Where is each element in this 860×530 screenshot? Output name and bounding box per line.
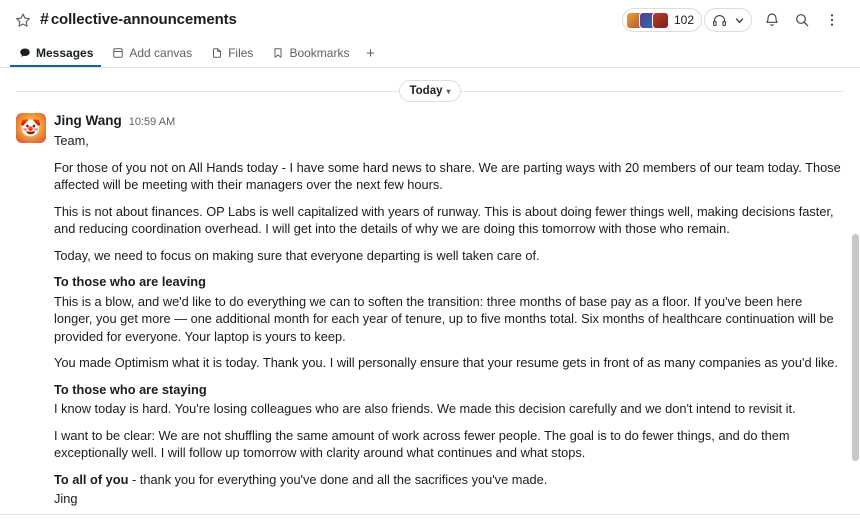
member-avatars	[626, 12, 669, 29]
message-signature: Jing	[54, 491, 78, 506]
more-vertical-icon[interactable]	[818, 6, 846, 34]
message-pane	[0, 68, 860, 514]
day-divider	[0, 76, 860, 106]
members-count: 102	[673, 13, 694, 27]
closing-bold-prefix: To all of you	[54, 471, 129, 487]
chevron-down-icon[interactable]	[729, 10, 749, 30]
huddle-button-group[interactable]	[704, 8, 752, 32]
message-author[interactable]: Jing Wang	[54, 113, 122, 128]
composer-area	[0, 514, 860, 530]
headphones-icon[interactable]	[709, 10, 729, 30]
channel-hash: #	[40, 11, 49, 28]
bell-icon[interactable]	[758, 6, 786, 34]
tab-files[interactable]	[202, 40, 261, 67]
message-body	[54, 112, 844, 508]
tab-label: Add canvas	[129, 45, 193, 60]
canvas-icon	[111, 46, 124, 59]
message-paragraph: Team,	[54, 133, 89, 148]
channel-tab-bar	[0, 40, 860, 68]
day-divider-button[interactable]	[399, 80, 460, 102]
chat-icon	[18, 46, 31, 59]
channel-title[interactable]	[40, 11, 237, 29]
tab-bookmarks[interactable]	[263, 40, 357, 67]
message-paragraph: This is not about finances. OP Labs is well capitalized with years of runway. This is about doing fewer things well, making decisions faster, and reducing coordination overhead. I will get into the details of why we are doing this tomorrow with those who remain.	[54, 203, 834, 236]
channel-header	[0, 0, 860, 40]
closing-text: - thank you for everything you've done and all the sacrifices you've made.	[128, 471, 548, 487]
tab-label: Messages	[36, 45, 94, 60]
avatar[interactable]: 🤡	[16, 113, 46, 143]
tab-add-canvas[interactable]	[103, 40, 200, 67]
files-icon	[210, 46, 223, 59]
tab-messages[interactable]	[10, 40, 101, 67]
scrollbar-track[interactable]	[852, 138, 859, 506]
message-section-heading	[54, 381, 844, 399]
message-paragraph-closing	[54, 471, 844, 489]
section-heading-text: To those who are leaving	[54, 274, 206, 289]
bookmark-icon	[271, 46, 284, 59]
day-divider-label: Today	[409, 85, 443, 97]
message-item	[0, 106, 860, 508]
chevron-down-icon: ▾	[446, 86, 451, 96]
message-paragraph: You made Optimism what it is today. Thank you. I will personally ensure that your resume gets in front of as many companies as you'd like.	[54, 355, 838, 370]
section-heading-text: To those who are staying	[54, 381, 207, 397]
add-tab-button[interactable]: +	[366, 45, 375, 62]
search-icon[interactable]	[788, 6, 816, 34]
message-paragraph: I want to be clear: We are not shuffling the same amount of work across fewer people. The goal is to do fewer things, and do them exceptionally well. I will follow up tomorrow with clarity around what continues and what stops.	[54, 427, 790, 460]
message-header	[54, 112, 844, 131]
message-paragraph: Today, we need to focus on making sure that everyone departing is well taken care of.	[54, 247, 540, 263]
channel-name: collective-announcements	[50, 11, 237, 28]
channel-header-left	[14, 11, 237, 29]
star-icon[interactable]	[14, 11, 32, 29]
message-paragraph: I know today is hard. You're losing colleagues who are also friends. We made this decision carefully and we don't intend to revisit it.	[54, 401, 796, 416]
tab-label: Bookmarks	[289, 45, 350, 60]
avatar	[652, 12, 669, 29]
message-timestamp[interactable]: 10:59 AM	[128, 116, 176, 128]
members-button[interactable]	[622, 8, 702, 32]
message-paragraph: For those of you not on All Hands today - I have some hard news to share. We are parting ways with 20 members of our team today. Those affected will be meeting with their managers over the next few hours.	[54, 159, 841, 192]
channel-header-right	[622, 6, 846, 34]
message-paragraph: This is a blow, and we'd like to do everything we can to soften the transition: three months of base pay as a floor. If you've been here longer, you get more — one additional month for each year of tenure, up to five months total. Six months of healthcare continuation will be provided for everyone. Your laptop is yours to keep.	[54, 293, 834, 344]
tab-label: Files	[228, 45, 254, 60]
message-section-heading	[54, 273, 844, 291]
scrollbar-thumb[interactable]	[852, 234, 859, 462]
